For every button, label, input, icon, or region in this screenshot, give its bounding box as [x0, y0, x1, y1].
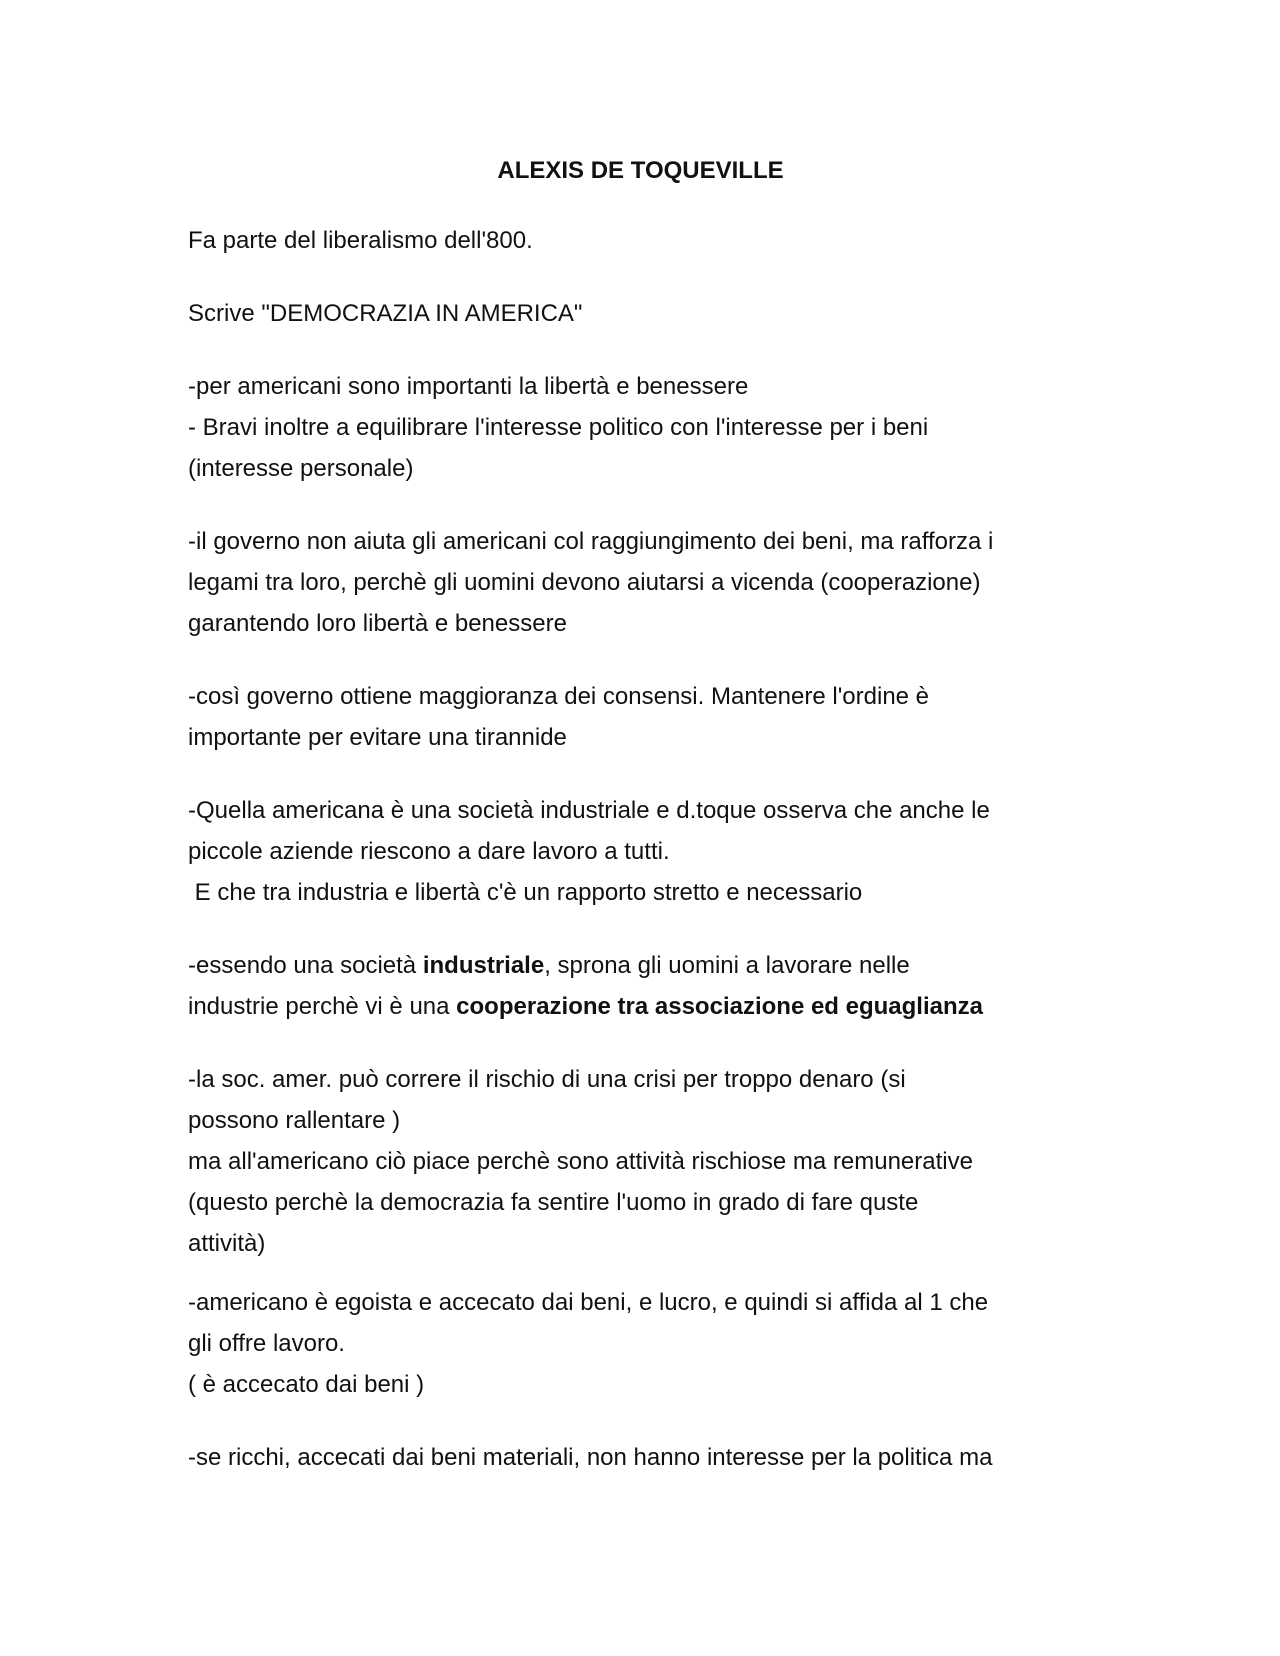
text-line: gli offre lavoro.	[188, 1330, 345, 1357]
text-line: -il governo non aiuta gli americani col raggiungimento dei beni, ma rafforza i	[188, 528, 994, 555]
text-line: possono rallentare )	[188, 1107, 401, 1134]
paragraph-selfishness	[188, 1282, 1093, 1405]
text-line: (interesse personale)	[188, 455, 414, 482]
text-line: piccole aziende riescono a dare lavoro a tutti.	[188, 838, 670, 865]
text-line: (questo perchè la democrazia fa sentire l'uomo in grado di fare quste	[188, 1189, 919, 1216]
text-line: E che tra industria e libertà c'è un rapporto stretto e necessario	[188, 879, 863, 906]
text-line: legami tra loro, perchè gli uomini devono aiutarsi a vicenda (cooperazione)	[188, 569, 981, 596]
paragraph-consensus	[188, 676, 1093, 758]
text-line: -americano è egoista e accecato dai beni, e lucro, e quindi si affida al 1 che	[188, 1289, 989, 1316]
paragraph-freedom-wellbeing	[188, 366, 1093, 489]
text-line: -la soc. amer. può correre il rischio di una crisi per troppo denaro (si	[188, 1066, 906, 1093]
document-title: ALEXIS DE TOQUEVILLE	[497, 157, 784, 184]
paragraph-cooperation	[188, 945, 1093, 1027]
text-line	[188, 945, 1093, 986]
text-line: -se ricchi, accecati dai beni materiali, non hanno interesse per la politica ma	[188, 1444, 993, 1471]
paragraph-government	[188, 521, 1093, 644]
document-body	[188, 150, 1093, 1510]
text-run: industrie perchè vi è una	[188, 993, 457, 1020]
text-run: , sprona gli uomini a lavorare nelle	[544, 952, 910, 979]
text-line: Fa parte del liberalismo dell'800.	[188, 227, 533, 254]
text-line: -così governo ottiene maggioranza dei consensi. Mantenere l'ordine è	[188, 683, 930, 710]
bold-text-run: industriale	[422, 952, 545, 979]
text-line: -per americani sono importanti la libertà e benessere	[188, 373, 749, 400]
paragraph-liberalism	[188, 220, 1093, 261]
bold-text-run: cooperazione tra associazione ed eguaglianza	[456, 993, 983, 1020]
text-line: ma all'americano ciò piace perchè sono attività rischiose ma remunerative	[188, 1148, 973, 1175]
paragraph-crisis-risk	[188, 1059, 1093, 1264]
paragraph-industrial-society	[188, 790, 1093, 913]
paragraph-rich-politics	[188, 1437, 1093, 1478]
text-line	[188, 986, 1093, 1027]
text-line: - Bravi inoltre a equilibrare l'interesse politico con l'interesse per i beni	[188, 414, 929, 441]
text-line: attività)	[188, 1230, 266, 1257]
text-line: Scrive "DEMOCRAZIA IN AMERICA"	[188, 300, 583, 327]
text-line: ( è accecato dai beni )	[188, 1371, 425, 1398]
text-line: garantendo loro libertà e benessere	[188, 610, 567, 637]
text-line: -Quella americana è una società industriale e d.toque osserva che anche le	[188, 797, 990, 824]
text-line: importante per evitare una tirannide	[188, 724, 567, 751]
paragraph-book	[188, 293, 1093, 334]
text-run: -essendo una società	[188, 952, 423, 979]
